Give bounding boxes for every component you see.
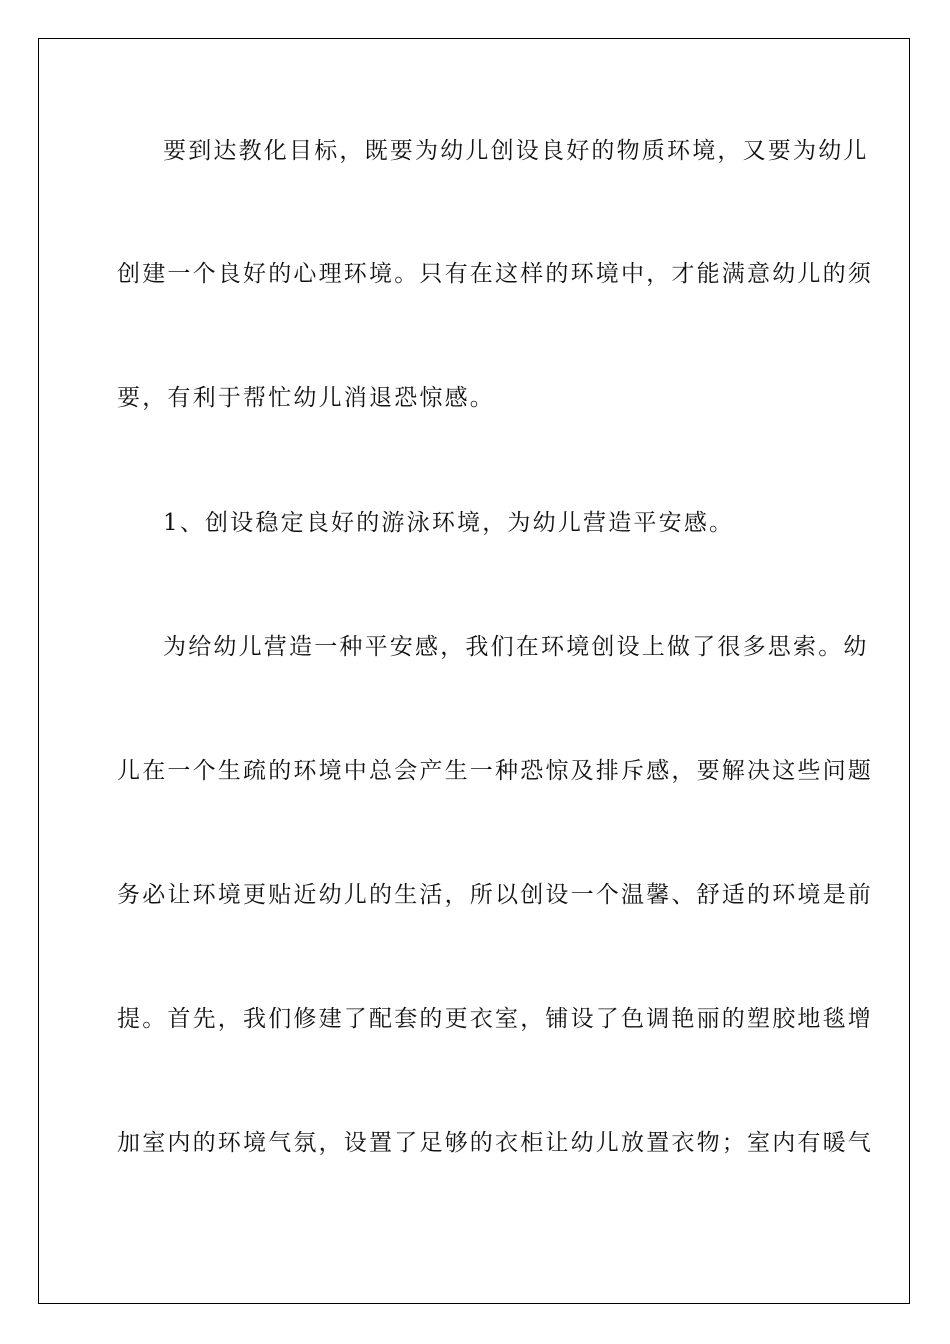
paragraph-2-line-2: 儿在一个生疏的环境中总会产生一种恐惊及排斥感，要解决这些问题 [117, 758, 873, 784]
paragraph-1-line-3: 要，有利于帮忙幼儿消退恐惊感。 [117, 385, 495, 411]
paragraph-2-line-5: 加室内的环境气氛，设置了足够的衣柜让幼儿放置衣物；室内有暖气 [117, 1130, 873, 1156]
section-heading-1: 1、创设稳定良好的游泳环境，为幼儿营造平安感。 [163, 510, 735, 536]
paragraph-1-line-1: 要到达教化目标，既要为幼儿创设良好的物质环境，又要为幼儿 [163, 138, 869, 164]
paragraph-2-line-1: 为给幼儿营造一种平安感，我们在环境创设上做了很多思索。幼 [163, 634, 869, 660]
paragraph-1-line-2: 创建一个良好的心理环境。只有在这样的环境中，才能满意幼儿的须 [117, 261, 873, 287]
paragraph-2-line-3: 务必让环境更贴近幼儿的生活，所以创设一个温馨、舒适的环境是前 [117, 882, 873, 908]
page-frame [38, 38, 910, 1304]
paragraph-2-line-4: 提。首先，我们修建了配套的更衣室，铺设了色调艳丽的塑胶地毯增 [117, 1006, 873, 1032]
